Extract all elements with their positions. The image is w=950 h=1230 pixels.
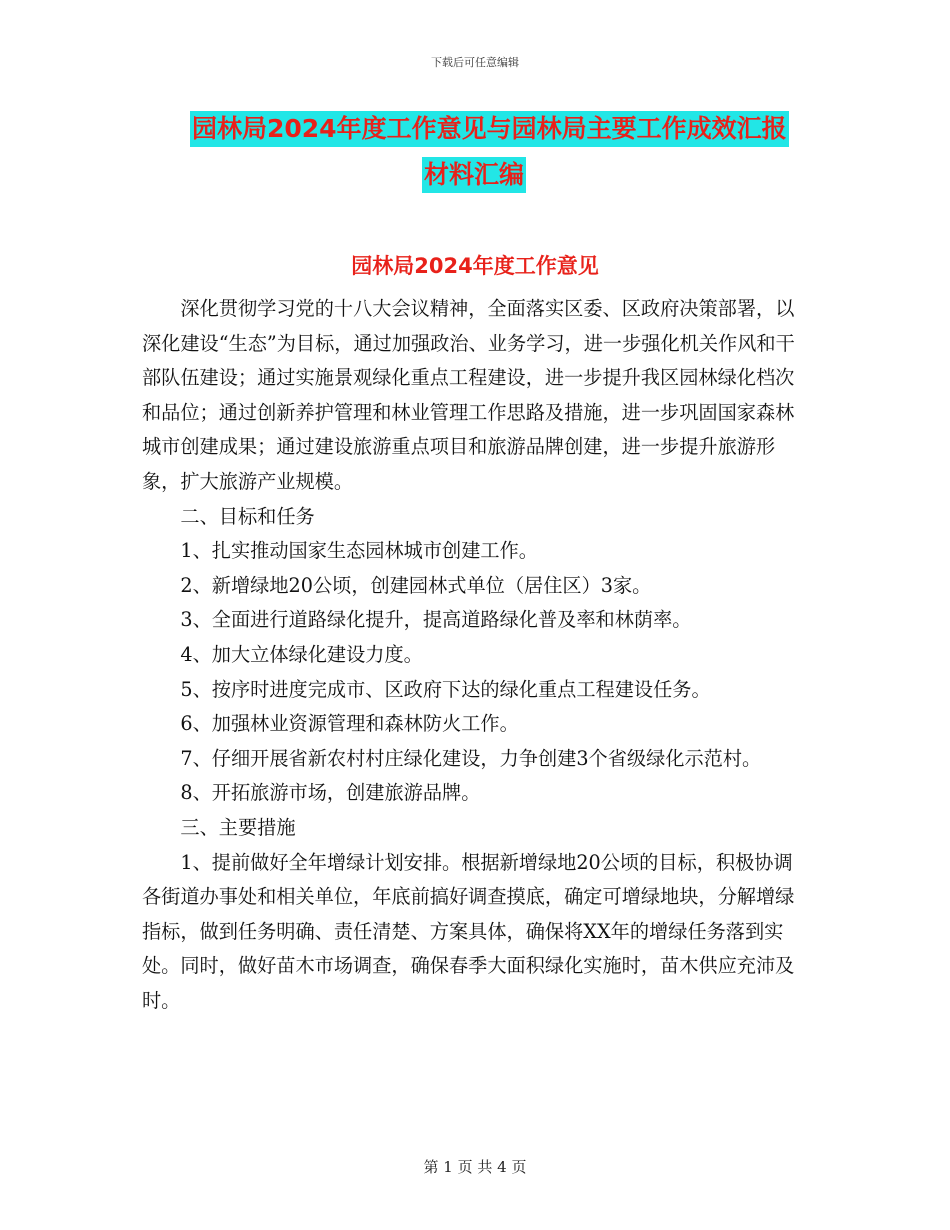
section-title: 园林局2024年度工作意见 [351, 254, 599, 278]
list-item: 6、加强林业资源管理和森林防火工作。 [180, 712, 519, 736]
list-item: 1、扎实推动国家生态园林城市创建工作。 [180, 539, 538, 563]
list-item: 7、仔细开展省新农村村庄绿化建设，力争创建3个省级绿化示范村。 [180, 746, 762, 770]
list-item: 8、开拓旅游市场，创建旅游品牌。 [180, 781, 481, 805]
document-title-line-2: 材料汇编 [422, 157, 526, 193]
header-note: 下载后可任意编辑 [431, 56, 519, 69]
section-heading: 三、主要措施 [180, 815, 296, 839]
list-item: 2、新增绿地20公顷，创建园林式单位（居住区）3家。 [180, 573, 652, 597]
list-item: 3、全面进行道路绿化提升，提高道路绿化普及率和林荫率。 [180, 608, 692, 632]
paragraph: 深化贯彻学习党的十八大会议精神，全面落实区委、区政府决策部署，以深化建设“生态”为目标，通过加强政治、业务学习，进一步强化机关作风和干部队伍建设；通过实施景观绿化重点工程建设，进一步提升我区园林绿化档次和品位；通过创新养护管理和林业管理工作思路及措施，进一步巩固国家森林城市创建成果；通过建设旅游重点项目和旅游品牌创建，进一步提升旅游形象，扩大旅游产业规模。 [142, 297, 795, 493]
section-heading: 二、目标和任务 [180, 504, 315, 528]
list-item: 4、加大立体绿化建设力度。 [180, 642, 423, 666]
list-item: 5、按序时进度完成市、区政府下达的绿化重点工程建设任务。 [180, 677, 711, 701]
document-title-line-1: 园林局2024年度工作意见与园林局主要工作成效汇报 [190, 111, 789, 147]
paragraph: 1、提前做好全年增绿计划安排。根据新增绿地20公顷的目标，积极协调各街道办事处和相关单位，年底前搞好调查摸底，确定可增绿地块，分解增绿指标，做到任务明确、责任清楚、方案具体，确保将XX年的增绿任务落到实处。同时，做好苗木市场调查，确保春季大面积绿化实施时，苗木供应充沛及时。 [142, 850, 795, 1012]
document-body [142, 292, 810, 1018]
page-footer: 第 1 页 共 4 页 [423, 1158, 527, 1176]
